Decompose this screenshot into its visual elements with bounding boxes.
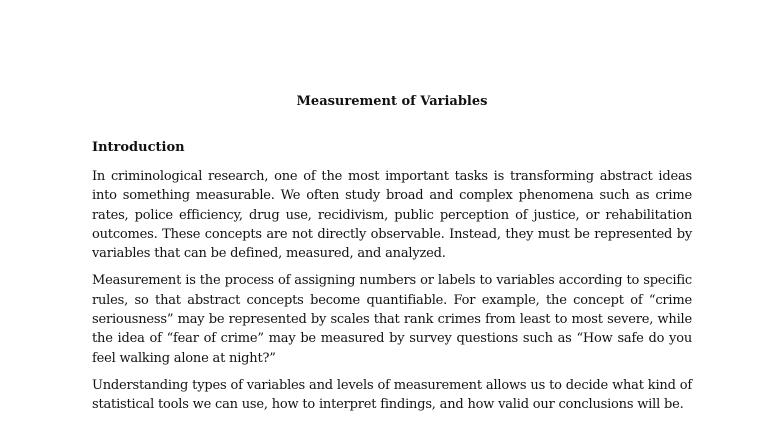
document-body xyxy=(92,167,692,423)
document-title: Measurement of Variables xyxy=(296,94,488,109)
paragraph-1: In criminological research, one of the most important tasks is transforming abstract ideas into something measurable. We often study broad and complex phenomena such as crime rates, police efficiency, drug use, recidivism, public perception of justice, or rehabilitation outcomes. These concepts are not directly observable. Instead, they must be represented by variables that can be defined, measured, and analyzed. xyxy=(92,169,692,262)
paragraph-3: Understanding types of variables and levels of measurement allows us to decide what kind of statistical tools we can use, how to interpret findings, and how valid our conclusions will be. xyxy=(92,377,692,413)
section-heading-introduction: Introduction xyxy=(92,140,185,155)
paragraph-2: Measurement is the process of assigning numbers or labels to variables according to specific rules, so that abstract concepts become quantifiable. For example, the concept of “crime seriousness” may be represented by scales that rank crimes from least to most severe, while the idea of “fear of crime” may be measured by survey questions such as “How safe do you feel walking alone at night?” xyxy=(92,273,692,366)
